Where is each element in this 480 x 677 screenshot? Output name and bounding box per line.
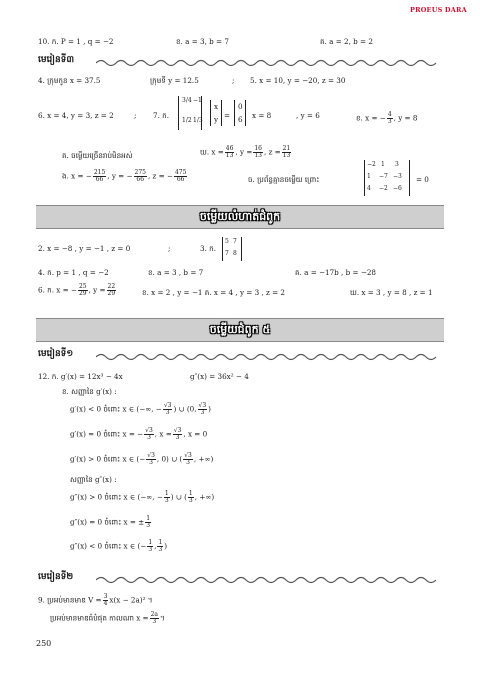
fraction bbox=[164, 491, 170, 504]
review-6c: ឃ. x = 3 , y = 8 , z = 1 bbox=[350, 288, 433, 297]
label: ) ∪ (0, bbox=[173, 404, 197, 414]
label: g″(x) < 0 ចំពោះ x ∈ (− bbox=[70, 541, 147, 551]
fraction-den: 13 bbox=[282, 152, 291, 159]
fraction-num: √3 bbox=[198, 402, 207, 409]
matrix-cell: 4 bbox=[367, 185, 371, 192]
label: , x = bbox=[154, 429, 172, 439]
review-6 bbox=[38, 284, 117, 297]
label: g′(x) > 0 ចំពោះ x ∈ (− bbox=[70, 454, 146, 464]
matrix-cell: −7 bbox=[379, 173, 388, 180]
question-9 bbox=[38, 594, 152, 607]
fraction-den: 3 bbox=[152, 618, 157, 625]
answer-10b: ខ. a = 3, b = 7 bbox=[176, 37, 229, 46]
label: , y = bbox=[88, 285, 106, 295]
label: , bbox=[154, 541, 157, 551]
label: , y = bbox=[235, 147, 253, 157]
fraction-num: 25 bbox=[78, 283, 87, 290]
fraction-den: 3 bbox=[149, 459, 153, 466]
fraction bbox=[198, 403, 208, 416]
matrix-cell: −2 bbox=[379, 185, 388, 192]
separator: ; bbox=[232, 76, 235, 85]
label: , z = − bbox=[147, 171, 173, 181]
matrix-cell: x bbox=[214, 102, 219, 111]
question-12c: ខ. សញ្ញានៃ g′(x) : bbox=[62, 387, 117, 396]
fraction bbox=[146, 453, 156, 466]
fraction-den: 29 bbox=[78, 290, 87, 297]
section-lesson-2: មេរៀនទី២ bbox=[38, 572, 74, 582]
matrix-cell: y bbox=[214, 115, 219, 124]
fraction bbox=[147, 540, 153, 553]
matrix-cell: 1/2 bbox=[182, 117, 192, 124]
fraction-den: 3 bbox=[158, 546, 163, 553]
label: ឃ. x = bbox=[200, 147, 224, 157]
fraction-num: √3 bbox=[173, 427, 182, 434]
answer-ch: ច. ប្រព័ន្ធគ្មានចម្លើយ ព្រោះ bbox=[248, 175, 320, 184]
fraction-den: 29 bbox=[107, 290, 116, 297]
fraction-num: 275 bbox=[134, 169, 146, 176]
matrix-cell: −2 bbox=[367, 161, 376, 168]
label: ) ∪ ( bbox=[170, 492, 187, 502]
section-lesson-3: មេរៀនទី៣ bbox=[38, 55, 75, 65]
page-number: 250 bbox=[36, 639, 52, 648]
answer-5: 5. x = 10, y = −20, z = 30 bbox=[250, 76, 346, 85]
matrix-cell: 6 bbox=[238, 115, 243, 124]
fraction-num: √3 bbox=[145, 427, 153, 434]
fraction-den: 66 bbox=[136, 176, 145, 183]
fraction bbox=[174, 170, 187, 183]
fraction bbox=[93, 170, 106, 183]
banner-title: ចម្លើយជំពូក ៥ bbox=[209, 323, 271, 336]
label: , z = bbox=[264, 147, 281, 157]
answer-7-kh bbox=[356, 112, 417, 125]
fraction bbox=[183, 453, 193, 466]
matrix-cell: 7 bbox=[233, 238, 237, 245]
matrix-ch bbox=[364, 160, 410, 196]
sign-line-5 bbox=[70, 491, 214, 504]
answer-6: 6. x = 4, y = 3, z = 2 bbox=[38, 111, 114, 120]
label: 9. ប្រអប់មានមាឌ V = bbox=[38, 595, 102, 605]
label: g′(x) < 0 ចំពោះ x ∈ (−∞, − bbox=[70, 404, 162, 414]
review-2: 2. x = −8 , y = −1 , z = 0 bbox=[38, 244, 131, 253]
fraction-den: 3 bbox=[147, 434, 151, 441]
matrix-cell: 3 bbox=[395, 161, 399, 168]
equals-sign: = bbox=[224, 111, 231, 120]
fraction-num: 21 bbox=[282, 145, 291, 152]
fraction bbox=[157, 540, 163, 553]
fraction-num: 215 bbox=[93, 169, 106, 176]
fraction-num: 22 bbox=[107, 283, 116, 290]
label: , x = 0 bbox=[183, 429, 208, 439]
label: ង. x = − bbox=[62, 171, 92, 181]
answer-ng bbox=[62, 170, 188, 183]
fraction-num: 1 bbox=[146, 515, 151, 522]
matrix-cell: 1/3 bbox=[193, 117, 203, 124]
review-3: 3. ក. bbox=[200, 244, 216, 253]
fraction-num: 1 bbox=[158, 539, 163, 546]
section-lesson-1: មេរៀនទី១ bbox=[38, 349, 74, 359]
fraction-den: 3 bbox=[186, 459, 190, 466]
sign-line-3 bbox=[70, 453, 213, 466]
wave-divider bbox=[96, 352, 441, 362]
fraction bbox=[225, 146, 235, 159]
matrix-cell: 5 bbox=[225, 238, 229, 245]
separator: ; bbox=[134, 111, 137, 120]
fraction bbox=[78, 284, 88, 297]
chapter-answers-banner bbox=[36, 205, 444, 229]
separator: ; bbox=[168, 244, 171, 253]
fraction bbox=[107, 284, 117, 297]
label: g″(x) = 0 ចំពោះ x = ± bbox=[70, 517, 145, 527]
question-12b: g″(x) = 36x² − 4 bbox=[190, 372, 249, 381]
label: , 0) ∪ ( bbox=[156, 454, 183, 464]
answer-7-x: x = 8 bbox=[252, 111, 272, 120]
fraction-den: 3 bbox=[148, 546, 153, 553]
equals-zero: = 0 bbox=[416, 175, 429, 184]
fraction-den: 3 bbox=[165, 409, 170, 416]
fraction bbox=[163, 403, 173, 416]
banner-title: ចម្លើយលំហាត់ជំពូក bbox=[199, 210, 281, 223]
fraction-den: 4 bbox=[103, 600, 108, 607]
label: ។ bbox=[159, 613, 165, 623]
answer-7-kh-label: ខ. x = − bbox=[356, 113, 386, 123]
fraction bbox=[188, 491, 194, 504]
fraction bbox=[387, 112, 393, 125]
fraction-num: 1 bbox=[148, 539, 153, 546]
fraction-num: 3 bbox=[103, 593, 108, 600]
answer-g: គ. ចម្លើយច្រើនរាប់មិនអស់ bbox=[62, 151, 133, 160]
sign-line-7: g″(x) < 0 ចំពោះ x ∈ (− $\frac{1}{3}$ , $\frac{1}{3}$ ) bbox=[70, 539, 168, 553]
review-4c: គ. a = −17b , b = −28 bbox=[295, 268, 376, 277]
fraction bbox=[282, 146, 292, 159]
fraction-den: 3 bbox=[175, 434, 180, 441]
matrix-7x bbox=[210, 100, 222, 126]
matrix-cell: −3 bbox=[393, 173, 402, 180]
matrix-cell: 1 bbox=[367, 173, 371, 180]
label: g′(x) = 0 ចំពោះ x = − bbox=[70, 429, 144, 439]
matrix-7a bbox=[178, 96, 202, 130]
wave-divider bbox=[96, 58, 441, 68]
matrix-cell: −6 bbox=[393, 185, 402, 192]
fraction-num: 475 bbox=[174, 169, 187, 176]
label: , y = − bbox=[107, 171, 133, 181]
answer-10c: គ. a = 2, b = 2 bbox=[320, 37, 373, 46]
header-brand: PROEUS DARA bbox=[410, 6, 467, 14]
fraction-num: 1 bbox=[164, 490, 169, 497]
fraction bbox=[103, 594, 109, 607]
matrix-cell: 8 bbox=[233, 250, 237, 257]
fraction-num: 46 bbox=[225, 145, 234, 152]
fraction-den: 3 bbox=[200, 409, 205, 416]
answer-4b: ក្រុមទី y = 12.5 bbox=[150, 76, 199, 85]
review-4: 4. ក. p = 1 , q = −2 bbox=[38, 268, 109, 277]
fraction bbox=[144, 428, 154, 441]
matrix-7b bbox=[234, 100, 246, 126]
question-9-answer bbox=[50, 612, 165, 625]
answer-gh bbox=[200, 146, 292, 159]
matrix-cell: 3/4 bbox=[182, 97, 192, 104]
label: ប្រអប់មានមាឌធំបំផុត កាលណា x = bbox=[50, 613, 149, 623]
answer-7-label: 7. ក. bbox=[153, 111, 169, 120]
chapter-5-banner bbox=[36, 318, 444, 342]
answer-7-kh-y: , y = 8 bbox=[393, 113, 418, 123]
label: g″(x) > 0 ចំពោះ x ∈ (−∞, − bbox=[70, 492, 163, 502]
fraction bbox=[173, 428, 183, 441]
label: , +∞) bbox=[193, 454, 214, 464]
fraction-num: 4 bbox=[387, 111, 392, 118]
label: x(x − 2a)² ។ bbox=[109, 595, 153, 605]
fraction-den: 3 bbox=[164, 497, 169, 504]
fraction-num: √3 bbox=[163, 402, 172, 409]
answer-10a: 10. ក. P = 1 , q = −2 bbox=[38, 37, 114, 46]
fraction-num: 2a bbox=[150, 611, 158, 618]
label: 6. ក. x = − bbox=[38, 285, 77, 295]
fraction bbox=[145, 516, 151, 529]
fraction-den: 13 bbox=[225, 152, 234, 159]
fraction-den: 66 bbox=[95, 176, 104, 183]
fraction bbox=[150, 612, 159, 625]
fraction bbox=[253, 146, 263, 159]
fraction-num: 16 bbox=[254, 145, 262, 152]
fraction-den: 3 bbox=[387, 118, 392, 125]
answer-7-y: , y = 6 bbox=[296, 111, 320, 120]
wave-divider bbox=[96, 575, 441, 585]
answer-4: 4. ក្រុមកូន x = 37.5 bbox=[38, 76, 101, 85]
matrix-3 bbox=[222, 237, 242, 261]
review-4b: ខ. a = 3 , b = 7 bbox=[148, 268, 204, 277]
fraction-den: 3 bbox=[146, 522, 151, 529]
sign-line-6 bbox=[70, 516, 152, 529]
sign-line-2 bbox=[70, 428, 207, 441]
fraction bbox=[134, 170, 147, 183]
fraction-num: 1 bbox=[188, 490, 193, 497]
review-6b: ខ. x = 2 , y = −1 គ. x = 4 , y = 3 , z = 2 bbox=[142, 288, 285, 297]
label: , +∞) bbox=[194, 492, 215, 502]
sign-heading-2: សញ្ញានៃ g″(x) : bbox=[70, 475, 117, 484]
fraction-den: 13 bbox=[254, 152, 262, 159]
question-12a: 12. ក. g′(x) = 12x³ − 4x bbox=[38, 372, 123, 381]
sign-line-1: g′(x) < 0 ចំពោះ x ∈ (−∞, − $\frac{√3}{3}$ ) ∪ (0, $\frac{√3}{3}$ ) bbox=[70, 402, 211, 416]
fraction-den: 66 bbox=[176, 176, 185, 183]
matrix-cell: −1 bbox=[193, 97, 202, 104]
matrix-cell: 7 bbox=[225, 250, 229, 257]
fraction-num: √3 bbox=[184, 452, 192, 459]
matrix-cell: 1 bbox=[381, 161, 385, 168]
matrix-cell: 0 bbox=[238, 102, 243, 111]
fraction-den: 3 bbox=[188, 497, 193, 504]
fraction-num: √3 bbox=[147, 452, 155, 459]
